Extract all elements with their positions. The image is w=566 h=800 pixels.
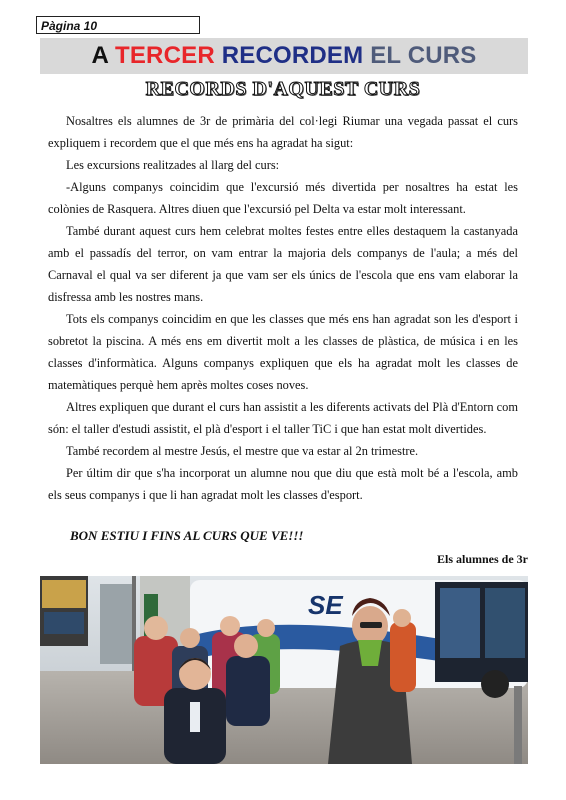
bus-lettering: SE bbox=[308, 590, 343, 620]
page-number-label: Pàgina 10 bbox=[36, 16, 200, 34]
paragraph: També durant aquest curs hem celebrat moltes festes entre elles destaquem la castanyada amb el passadís del terror, on vam entrar la majoria dels companys de l'aula; a més del Carnaval el qual va ser diferent ja que vam ser els únics de l'escola que ens vam elaborar la disfressa amb les nostres mans. bbox=[48, 224, 518, 304]
paragraph: -Alguns companys coincidim que l'excursió més divertida per nosaltres ha estat les colònies de Rasquera. Altres diuen que l'excursió pel Delta va estar molt interessant. bbox=[48, 180, 518, 216]
title-word-el-curs: EL CURS bbox=[363, 42, 477, 69]
paragraph: També recordem al mestre Jesús, el mestre que va estar al 2n trimestre. bbox=[66, 444, 419, 458]
paragraph: Nosaltres els alumnes de 3r de primària del col·legi Riumar una vegada passat el curs expliquem i recordem que el que més ens ha agradat ha sigut: bbox=[48, 114, 518, 150]
article-body bbox=[48, 110, 518, 506]
class-photo-illustration bbox=[40, 576, 528, 764]
paragraph: Tots els companys coincidim en que les classes que més ens han agradat son les d'esport i sobretot la piscina. A més ens em divertit molt a les classes de plàstica, de música i en les classes d'informàtica. Alguns companys expliquen que els ha agradat molt les classes de matemàtiques perquè hem après moltes coses noves. bbox=[48, 312, 518, 392]
class-photo bbox=[40, 576, 528, 764]
paragraph: Per últim dir que s'ha incorporat un alumne nou que diu que està molt bé a l'escola, amb els seus companys i que li han agradat molt les classes d'esport. bbox=[48, 466, 518, 502]
article-subtitle: RECORDS D'AQUEST CURS bbox=[145, 78, 421, 100]
page-title-banner bbox=[40, 38, 528, 74]
closing-message: BON ESTIU I FINS AL CURS QUE VE!!! bbox=[70, 528, 304, 543]
paragraph: Les excursions realitzades al llarg del curs: bbox=[66, 158, 280, 172]
signature: Els alumnes de 3r bbox=[436, 552, 528, 566]
title-word-a: A bbox=[91, 42, 115, 69]
title-word-tercer: TERCER bbox=[114, 42, 215, 69]
title-word-recordem: RECORDEM bbox=[214, 42, 364, 69]
paragraph: Altres expliquen que durant el curs han assistit a les diferents activats del Plà d'Entorn com són: el taller d'estudi assistit, el plà d'esport i el taller TiC i que han estat molt divertides. bbox=[48, 400, 518, 436]
